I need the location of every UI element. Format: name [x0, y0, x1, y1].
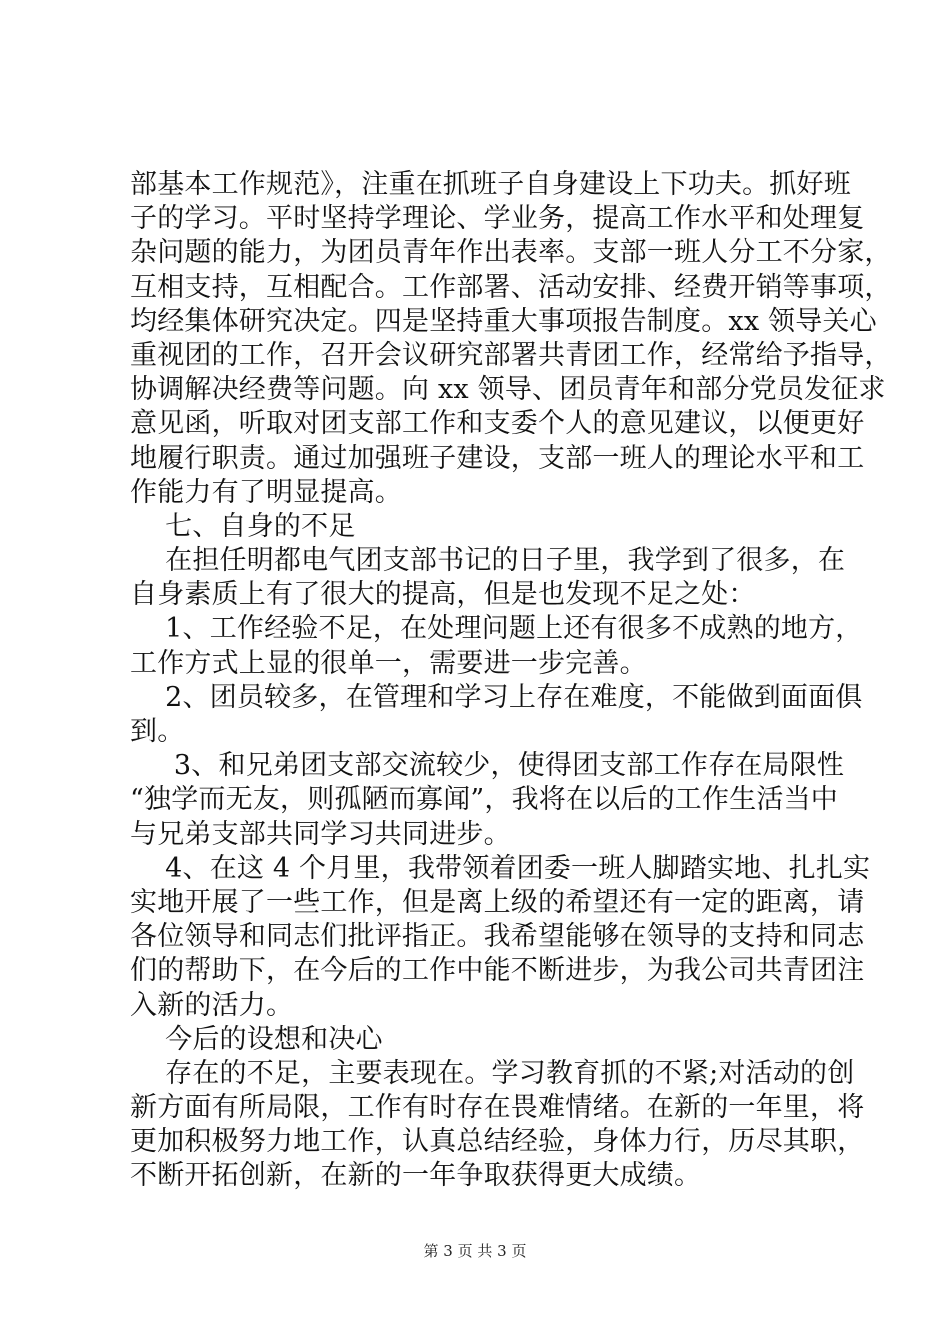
text-line: 在担任明都电气团支部书记的日子里，我学到了很多，在 [130, 545, 846, 577]
text-line: 各位领导和同志们批评指正。我希望能够在领导的支持和同志 [130, 921, 865, 953]
list-item: 3、和兄弟团支部交流较少，使得团支部工作存在局限性 [130, 750, 845, 782]
text-line: 互相支持，互相配合。工作部署、活动安排、经费开销等事项， [130, 271, 892, 303]
text-line: 们的帮助下，在今后的工作中能不断进步，为我公司共青团注 [130, 955, 865, 987]
text-line: 地履行职责。通过加强班子建设，支部一班人的理论水平和工 [130, 442, 865, 474]
section-heading: 今后的设想和决心 [130, 1023, 383, 1055]
text-line: 入新的活力。 [130, 989, 294, 1021]
text-line: 意见函，听取对团支部工作和支委个人的意见建议，以便更好 [130, 408, 865, 440]
text-line: 到。 [130, 716, 185, 747]
text-line: 作能力有了明显提高。 [130, 476, 402, 508]
text-line: 重视团的工作，召开会议研究部署共青团工作，经常给予指导， [130, 339, 892, 371]
page-footer [0, 1241, 950, 1261]
text-line: 新方面有所局限，工作有时存在畏难情绪。在新的一年里，将 [130, 1092, 865, 1124]
text-line: 自身素质上有了很大的提高，但是也发现不足之处： [130, 579, 756, 611]
text-line: 部基本工作规范》，注重在抓班子自身建设上下功夫。抓好班 [130, 169, 851, 200]
section-heading: 七、自身的不足 [130, 510, 356, 542]
text-line: 子的学习。平时坚持学理论、学业务，提高工作水平和处理复 [130, 203, 865, 235]
text-line: 与兄弟支部共同学习共同进步。 [130, 818, 511, 850]
document-body [130, 168, 892, 1194]
text-line: 杂问题的能力，为团员青年作出表率。支部一班人分工不分家， [130, 237, 892, 269]
text-line: 均经集体研究决定。四是坚持重大事项报告制度。xx 领导关心 [130, 305, 877, 337]
text-line: 存在的不足，主要表现在。学习教育抓的不紧;对活动的创 [130, 1057, 855, 1089]
list-item: 1、工作经验不足，在处理问题上还有很多不成熟的地方， [130, 613, 863, 645]
list-item: 2、团员较多，在管理和学习上存在难度，不能做到面面俱 [130, 681, 863, 713]
text-line: 更加积极努力地工作，认真总结经验，身体力行，历尽其职， [130, 1126, 865, 1158]
list-item: 4、在这 4 个月里，我带领着团委一班人脚踏实地、扎扎实 [130, 852, 871, 884]
text-line: 协调解决经费等问题。向 xx 领导、团员青年和部分党员发征求 [130, 374, 886, 406]
text-line: “独学而无友，则孤陋而寡闻”，我将在以后的工作生活当中 [130, 784, 839, 816]
text-line: 不断开拓创新，在新的一年争取获得更大成绩。 [130, 1160, 702, 1192]
text-line: 工作方式上显的很单一，需要进一步完善。 [130, 647, 647, 679]
page-number: 第 3 页 共 3 页 [423, 1242, 527, 1260]
text-line: 实地开展了一些工作，但是离上级的希望还有一定的距离，请 [130, 886, 865, 918]
